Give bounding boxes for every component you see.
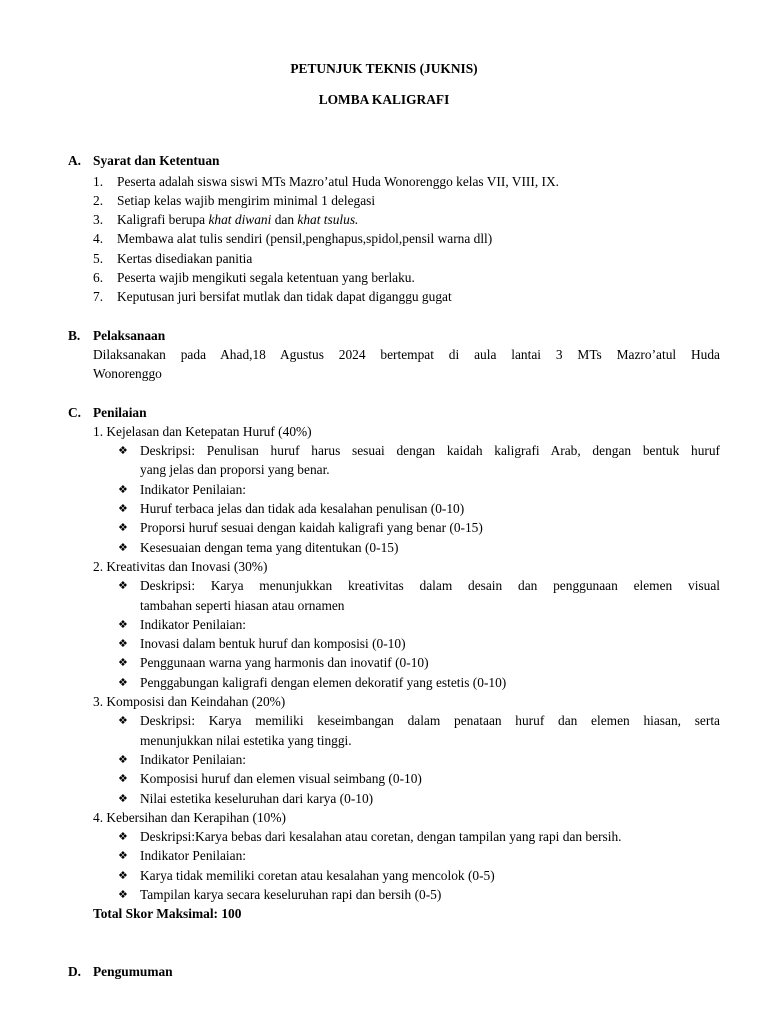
list-item: Setiap kelas wajib mengirim minimal 1 delegasi (117, 193, 376, 208)
khat-diwani-text: khat diwani (208, 212, 272, 227)
list-item: Kertas disediakan panitia (117, 251, 253, 266)
indicator-label: Indikator Penilaian: (140, 617, 246, 632)
indicator-point: Nilai estetika keseluruhan dari karya (0-10) (140, 791, 374, 806)
indicator-point: Kesesuaian dengan tema yang ditentukan (0-15) (140, 540, 399, 555)
diamond-bullet-icon: ❖ (118, 676, 128, 689)
total-score: Total Skor Maksimal: 100 (93, 906, 242, 921)
diamond-bullet-icon: ❖ (118, 753, 128, 766)
list-item-number: 3. (93, 212, 104, 227)
list-item-number: 6. (93, 270, 104, 285)
diamond-bullet-icon: ❖ (118, 888, 128, 901)
section-d-letter: D. (68, 964, 82, 979)
criterion-title: 2. Kreativitas dan Inovasi (30%) (93, 559, 268, 574)
list-item-number: 2. (93, 193, 104, 208)
diamond-bullet-icon: ❖ (118, 618, 128, 631)
list-item-number: 1. (93, 174, 104, 189)
indicator-point: Huruf terbaca jelas dan tidak ada kesalahan penulisan (0-10) (140, 501, 465, 516)
indicator-point: Penggabungan kaligrafi dengan elemen dekoratif yang estetis (0-10) (140, 675, 507, 690)
indicator-point: Inovasi dalam bentuk huruf dan komposisi (0-10) (140, 636, 406, 651)
indicator-label: Indikator Penilaian: (140, 752, 246, 767)
indicator-point: Tampilan karya secara keseluruhan rapi dan bersih (0-5) (140, 887, 442, 902)
list-item: Membawa alat tulis sendiri (pensil,penghapus,spidol,pensil warna dll) (117, 231, 493, 246)
list-item-text: dan (271, 212, 298, 227)
indicator-point: Penggunaan warna yang harmonis dan inovatif (0-10) (140, 655, 429, 670)
indicator-label: Indikator Penilaian: (140, 848, 246, 863)
criterion-description: menunjukkan nilai estetika yang tinggi. (140, 733, 352, 748)
diamond-bullet-icon: ❖ (118, 521, 128, 534)
section-c-heading: Penilaian (93, 405, 147, 420)
diamond-bullet-icon: ❖ (118, 792, 128, 805)
section-b-letter: B. (68, 328, 81, 343)
list-item-number: 5. (93, 251, 104, 266)
criterion-description: Deskripsi: Karya menunjukkan kreativitas dalam desain dan penggunaan elemen visual (140, 578, 720, 593)
criterion-description: tambahan seperti hiasan atau ornamen (140, 598, 345, 613)
diamond-bullet-icon: ❖ (118, 579, 128, 592)
section-a-letter: A. (68, 153, 82, 168)
list-item: Keputusan juri bersifat mutlak dan tidak dapat diganggu gugat (117, 289, 452, 304)
criterion-description: yang jelas dan proporsi yang benar. (140, 462, 330, 477)
list-item: Peserta adalah siswa siswi MTs Mazro’atul Huda Wonorenggo kelas VII, VIII, IX. (117, 174, 560, 189)
list-item-number: 7. (93, 289, 104, 304)
diamond-bullet-icon: ❖ (118, 714, 128, 727)
criterion-description: Deskripsi: Karya memiliki keseimbangan dalam penataan huruf dan elemen hiasan, serta (140, 713, 720, 728)
list-item: Peserta wajib mengikuti segala ketentuan yang berlaku. (117, 270, 415, 285)
section-c-letter: C. (68, 405, 82, 420)
list-item (117, 210, 358, 229)
section-b-paragraph-line: Wonorenggo (93, 366, 162, 381)
diamond-bullet-icon: ❖ (118, 656, 128, 669)
list-item-text: Kaligrafi berupa (117, 212, 209, 227)
section-b-paragraph-line: Dilaksanakan pada Ahad,18 Agustus 2024 bertempat di aula lantai 3 MTs Mazro’atul Huda (93, 347, 720, 362)
section-b-heading: Pelaksanaan (93, 328, 166, 343)
diamond-bullet-icon: ❖ (118, 502, 128, 515)
diamond-bullet-icon: ❖ (118, 849, 128, 862)
list-item-number: 4. (93, 231, 104, 246)
indicator-label: Indikator Penilaian: (140, 482, 246, 497)
section-d-heading: Pengumuman (93, 964, 173, 979)
diamond-bullet-icon: ❖ (118, 830, 128, 843)
indicator-point: Komposisi huruf dan elemen visual seimbang (0-10) (140, 771, 422, 786)
diamond-bullet-icon: ❖ (118, 444, 128, 457)
criterion-description: Deskripsi:Karya bebas dari kesalahan atau coretan, dengan tampilan yang rapi dan bersih. (140, 829, 622, 844)
diamond-bullet-icon: ❖ (118, 772, 128, 785)
document-title: PETUNJUK TEKNIS (JUKNIS) (290, 61, 478, 76)
criterion-title: 4. Kebersihan dan Kerapihan (10%) (93, 810, 286, 825)
criterion-title: 1. Kejelasan dan Ketepatan Huruf (40%) (93, 424, 312, 439)
criterion-title: 3. Komposisi dan Keindahan (20%) (93, 694, 286, 709)
indicator-point: Karya tidak memiliki coretan atau kesalahan yang mencolok (0-5) (140, 868, 495, 883)
criterion-description: Deskripsi: Penulisan huruf harus sesuai dengan kaidah kaligrafi Arab, dengan bentuk huruf (140, 443, 720, 458)
diamond-bullet-icon: ❖ (118, 869, 128, 882)
section-a-heading: Syarat dan Ketentuan (93, 153, 220, 168)
indicator-point: Proporsi huruf sesuai dengan kaidah kaligrafi yang benar (0-15) (140, 520, 483, 535)
diamond-bullet-icon: ❖ (118, 637, 128, 650)
diamond-bullet-icon: ❖ (118, 541, 128, 554)
diamond-bullet-icon: ❖ (118, 483, 128, 496)
khat-tsulus-text: khat tsulus. (297, 212, 359, 227)
document-subtitle: LOMBA KALIGRAFI (318, 92, 450, 107)
